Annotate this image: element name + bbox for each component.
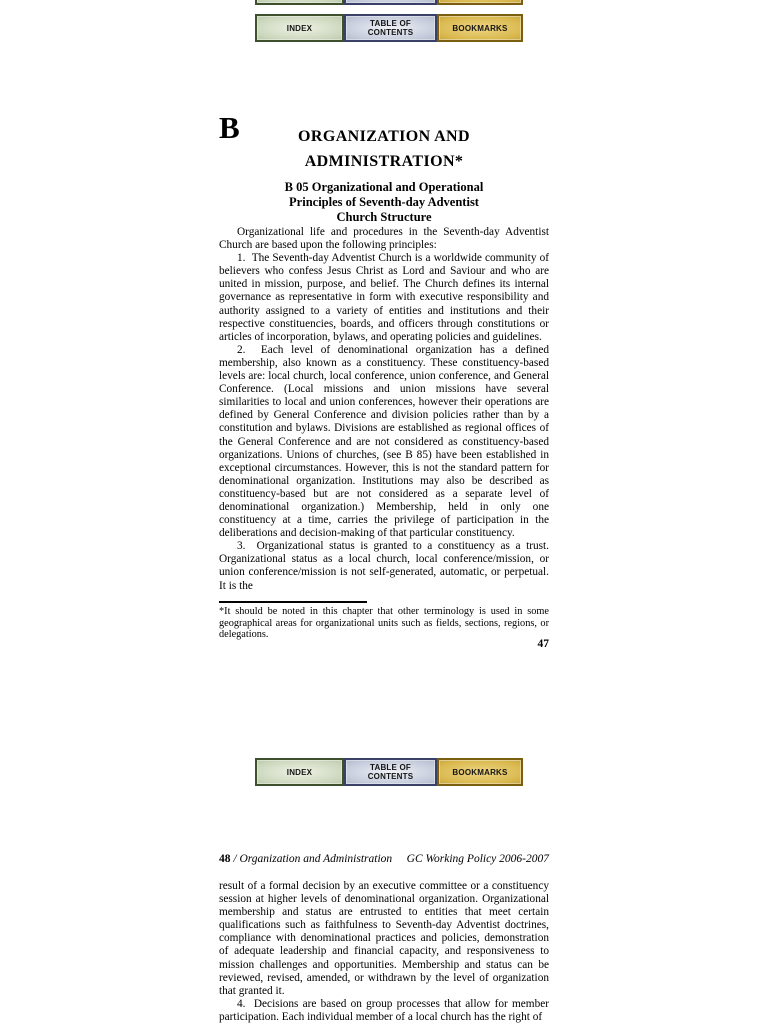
bookmarks-button[interactable]: BOOKMARKS bbox=[437, 14, 523, 42]
table-of-contents-button[interactable]: TABLE OF CONTENTS bbox=[344, 758, 437, 786]
chapter-title-line2: ADMINISTRATION* bbox=[304, 153, 464, 170]
section-heading bbox=[219, 180, 549, 225]
index-button[interactable]: INDEX bbox=[255, 14, 344, 42]
footnote-text: *It should be noted in this chapter that other terminology is used in some geographical areas for organizational units such as fields, sections, regions, or delegations. bbox=[219, 606, 549, 641]
page47-nav-bar bbox=[255, 14, 523, 42]
pdf-nav-bar-clipped bbox=[255, 0, 523, 5]
paragraph-principle-1: 1. The Seventh-day Adventist Church is a worldwide community of believers who confess Jesus Christ as Lord and Saviour and who are united in mission, purpose, and belief. The Church defines its internal governance as representative in form with executive responsibility and authority assigned to a variety of entities and institutions and their respective constituencies, boards, and officers through constitutions or articles of incorporation, bylaws, and operating policies and guidelines. bbox=[219, 252, 549, 343]
page48-nav-bar bbox=[255, 758, 523, 786]
section-heading-line3: Church Structure bbox=[336, 210, 432, 224]
page47-number: 47 bbox=[537, 638, 549, 650]
paragraph-principle-3: 3. Organizational status is granted to a constituency as a trust. Organizational status as a local church, local conference/mission, or union conference/mission is not self-generated, automatic, or perpetual. It is the bbox=[219, 540, 549, 592]
running-header-left bbox=[219, 852, 392, 866]
page48-running-header bbox=[219, 852, 549, 866]
paragraph-continuation: result of a formal decision by an executive committee or a constituency session at higher levels of denominational organization. Organizational membership and status are entrusted to entities that meet certain qualifications such as faithfulness to Seventh-day Adventist doctrines, compliance with denominational practices and policies, demonstration of adequate leadership and financial capacity, and responsiveness to mission challenges and opportunities. Membership and status can be reviewed, revised, amended, or withdrawn by the level of organization that granted it. bbox=[219, 880, 549, 997]
index-button[interactable]: INDEX bbox=[255, 758, 344, 786]
bookmarks-button[interactable] bbox=[437, 0, 523, 5]
running-header-policy: GC Working Policy 2006-2007 bbox=[406, 853, 549, 865]
chapter-letter: B bbox=[219, 110, 240, 145]
previous-page-navbar-sliver bbox=[255, 0, 523, 5]
running-header-chapter: / Organization and Administration bbox=[233, 853, 393, 865]
paragraph-principle-2: 2. Each level of denominational organization has a defined membership, also known as a constituency. These constituency-based levels are: local church, local conference, union conference, and General Conference. (Local missions and union missions have several similarities to local and union conferences, however their operations are defined by General Conference and division policies rather than by a constitution and bylaws. Divisions are established as regional offices of the General Conference and are not considered as constituency-based organizations. Unions of churches, (see B 85) have been established in exceptional circumstances. However, this is not the standard pattern for denominational organization. Institutions may also be described as constituency-based but are not considered as a separate level of denominational organization.) Membership, held in only one constituency at a time, carries the privilege of participation in the deliberations and decision-making of that particular constituency. bbox=[219, 343, 549, 540]
table-of-contents-button[interactable]: TABLE OF CONTENTS bbox=[344, 14, 437, 42]
paragraph-principle-4: 4. Decisions are based on group processes that allow for member participation. Each individual member of a local church has the right of bbox=[219, 997, 549, 1023]
chapter-title bbox=[219, 124, 549, 174]
section-heading-line2: Principles of Seventh-day Adventist bbox=[289, 195, 479, 209]
page48-number: 48 bbox=[219, 853, 231, 865]
page47-body-text bbox=[219, 226, 549, 593]
table-of-contents-button[interactable] bbox=[344, 0, 437, 5]
section-heading-line1: B 05 Organizational and Operational bbox=[284, 180, 484, 194]
page48-body-text bbox=[219, 880, 549, 1024]
index-button[interactable] bbox=[255, 0, 344, 5]
chapter-title-line1: ORGANIZATION AND bbox=[298, 128, 470, 145]
footnote-divider bbox=[219, 601, 367, 603]
paragraph-intro: Organizational life and procedures in the Seventh-day Adventist Church are based upon the following principles: bbox=[219, 226, 549, 252]
bookmarks-button[interactable]: BOOKMARKS bbox=[437, 758, 523, 786]
